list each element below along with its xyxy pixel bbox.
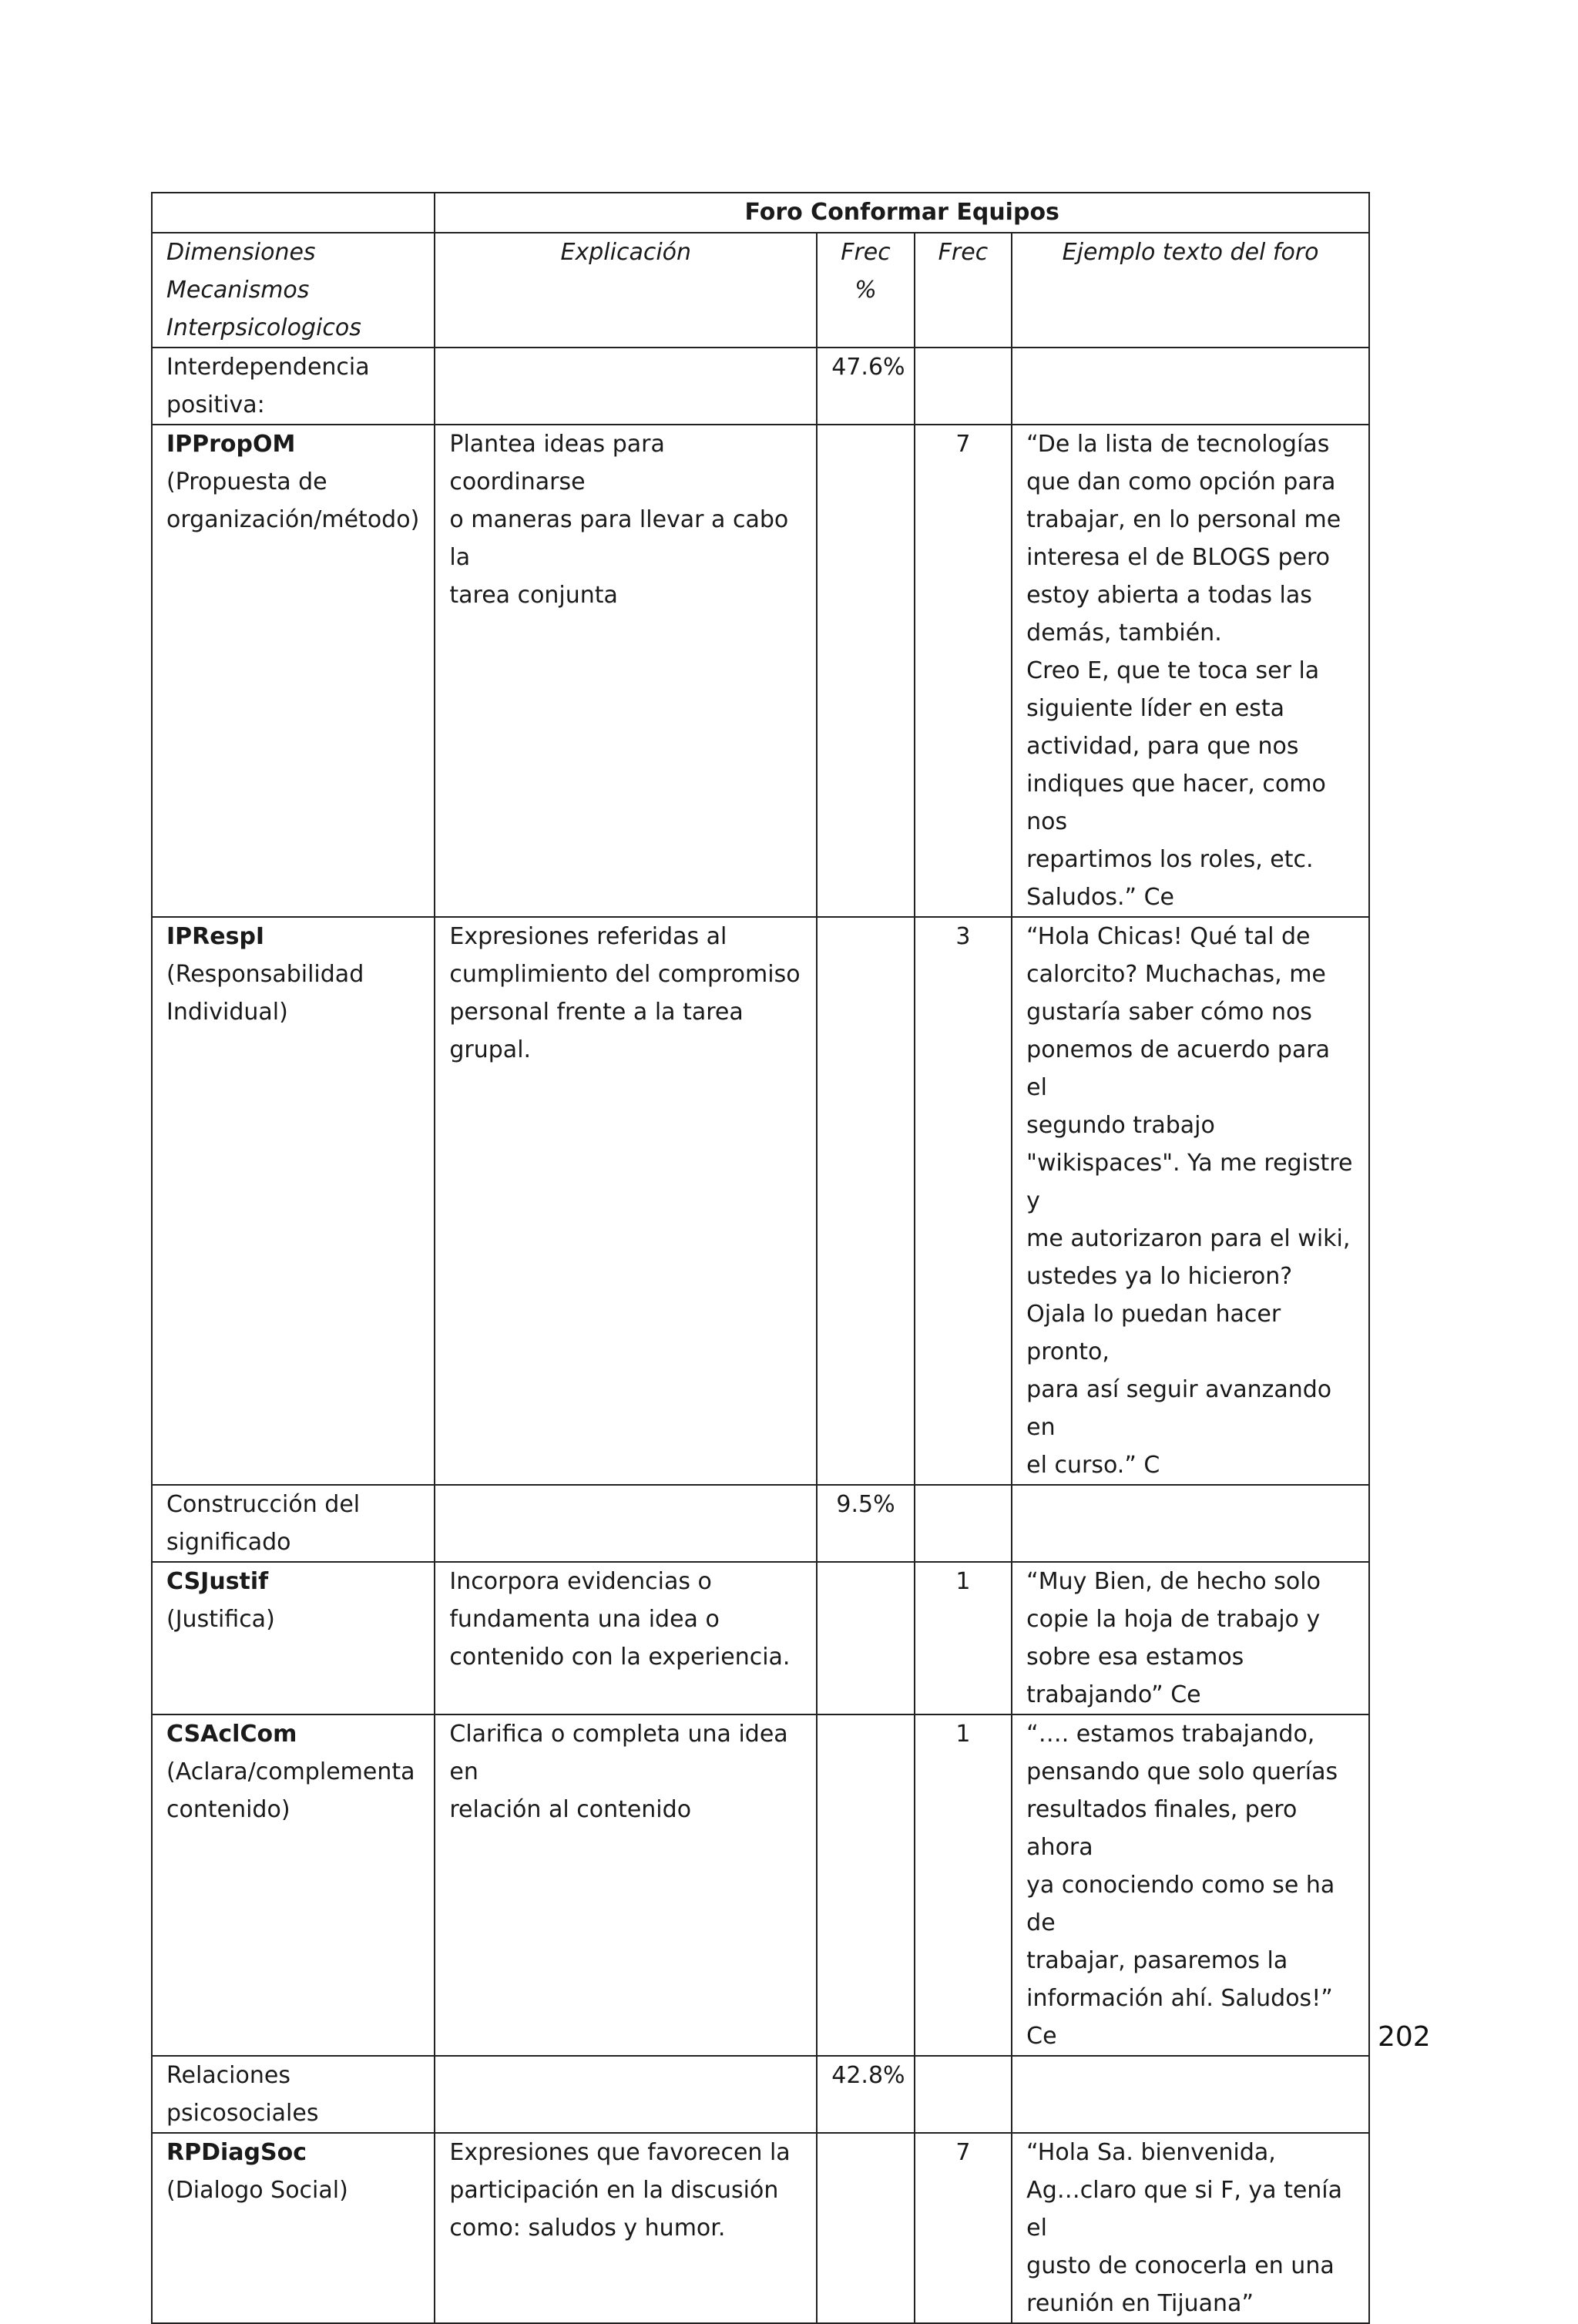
forum-example-line: pensando que solo querías	[1026, 1758, 1338, 1785]
forum-example-cell	[1012, 917, 1369, 1485]
frequency-cell-empty	[915, 1485, 1012, 1562]
forum-example-line: ponemos de acuerdo para el	[1026, 1036, 1331, 1101]
dimension-name-line: psicosociales	[166, 2100, 319, 2127]
forum-example-line: interesa el de BLOGS pero	[1026, 544, 1330, 571]
header-explanation: Explicación	[435, 233, 817, 348]
mechanism-description-line: (Aclara/complementa	[166, 1758, 415, 1785]
forum-example-line: “Hola Chicas! Qué tal de	[1026, 923, 1311, 950]
mechanism-code: CSJustif	[166, 1568, 269, 1595]
explanation-cell	[435, 1714, 817, 2056]
table-corner-cell	[152, 193, 435, 233]
mechanism-row	[152, 425, 1369, 917]
explanation-line: participación en la discusión	[449, 2177, 779, 2204]
explanation-cell-empty	[435, 348, 817, 425]
mechanism-cell	[152, 425, 435, 917]
forum-example-line: “Muy Bien, de hecho solo	[1026, 1568, 1321, 1595]
example-cell-empty	[1012, 1485, 1369, 1562]
forum-example-line: “De la lista de tecnologías	[1026, 431, 1330, 458]
explanation-line: contenido con la experiencia.	[449, 1644, 791, 1671]
dimension-group-row	[152, 2056, 1369, 2133]
frequency-count: 3	[915, 917, 1012, 1485]
explanation-line: fundamenta una idea o	[449, 1606, 720, 1633]
explanation-cell-empty	[435, 1485, 817, 1562]
frequency-cell-empty	[915, 348, 1012, 425]
forum-example-line: Creo E, que te toca ser la	[1026, 657, 1320, 684]
explanation-cell	[435, 1562, 817, 1714]
header-freq-pct-line: Frec	[841, 239, 891, 266]
mechanism-code: RPDiagSoc	[166, 2139, 307, 2166]
mechanism-row	[152, 1562, 1369, 1714]
explanation-line: como: saludos y humor.	[449, 2215, 726, 2242]
frequency-cell-empty	[915, 2056, 1012, 2133]
frequency-percent-cell-empty	[817, 425, 914, 917]
header-dimensions-line: Mecanismos	[166, 277, 310, 304]
forum-example-cell	[1012, 1714, 1369, 2056]
explanation-line: grupal.	[449, 1036, 532, 1063]
mechanism-cell	[152, 1562, 435, 1714]
frequency-count: 7	[915, 425, 1012, 917]
forum-example-line: actividad, para que nos	[1026, 733, 1299, 760]
forum-example-line: el curso.” C	[1026, 1452, 1160, 1479]
dimension-group-row	[152, 348, 1369, 425]
forum-example-line: gusto de conocerla en una	[1026, 2252, 1335, 2279]
frequency-percent-cell-empty	[817, 1714, 914, 2056]
forum-example-line: información ahí. Saludos!” Ce	[1026, 1985, 1333, 2050]
explanation-line: Clarifica o completa una idea en	[449, 1721, 788, 1785]
frequency-percent: 47.6%	[817, 348, 914, 425]
header-dimensions-line: Dimensiones	[166, 239, 316, 266]
forum-example-line: trabajando” Ce	[1026, 1681, 1201, 1708]
explanation-line: tarea conjunta	[449, 582, 618, 609]
frequency-count: 7	[915, 2133, 1012, 2323]
forum-example-line: siguiente líder en esta	[1026, 695, 1285, 722]
forum-example-line: ustedes ya lo hicieron?	[1026, 1263, 1293, 1290]
dimension-name	[152, 348, 435, 425]
example-cell-empty	[1012, 348, 1369, 425]
mechanism-description-line: Individual)	[166, 999, 288, 1026]
forum-example-line: trabajar, en lo personal me	[1026, 506, 1341, 533]
forum-example-line: copie la hoja de trabajo y	[1026, 1606, 1321, 1633]
frequency-count: 1	[915, 1562, 1012, 1714]
explanation-line: o maneras para llevar a cabo la	[449, 506, 789, 571]
explanation-line: Plantea ideas para coordinarse	[449, 431, 665, 495]
mechanism-code: IPPropOM	[166, 431, 296, 458]
mechanism-description-line: (Dialogo Social)	[166, 2177, 348, 2204]
mechanism-description-line: organización/método)	[166, 506, 420, 533]
header-freq: Frec	[915, 233, 1012, 348]
mechanism-code: CSAclCom	[166, 1721, 297, 1748]
mechanism-description-line: (Justifica)	[166, 1606, 275, 1633]
mechanism-description-line: (Responsabilidad	[166, 961, 364, 988]
forum-example-line: repartimos los roles, etc.	[1026, 846, 1314, 873]
forum-example-line: ya conociendo como se ha de	[1026, 1872, 1335, 1936]
dimension-name-line: Relaciones	[166, 2062, 290, 2089]
explanation-line: personal frente a la tarea	[449, 999, 744, 1026]
frequency-percent: 42.8%	[817, 2056, 914, 2133]
table-title-row	[152, 193, 1369, 233]
frequency-percent-cell-empty	[817, 917, 914, 1485]
explanation-cell-empty	[435, 2056, 817, 2133]
explanation-line: Expresiones referidas al	[449, 923, 727, 950]
forum-example-line: indiques que hacer, como nos	[1026, 771, 1326, 835]
mechanism-row	[152, 917, 1369, 1485]
header-freq-pct-line: %	[854, 277, 877, 304]
forum-example-line: Saludos.” Ce	[1026, 884, 1174, 911]
forum-example-cell	[1012, 2133, 1369, 2323]
mechanism-row	[152, 2133, 1369, 2323]
mechanism-code: IPRespI	[166, 923, 265, 950]
forum-example-line: sobre esa estamos	[1026, 1644, 1244, 1671]
dimension-name-line: positiva:	[166, 391, 265, 418]
explanation-line: cumplimiento del compromiso	[449, 961, 801, 988]
forum-example-line: resultados finales, pero ahora	[1026, 1796, 1298, 1861]
frequency-count: 1	[915, 1714, 1012, 2056]
forum-example-line: Ag…claro que si F, ya tenía el	[1026, 2177, 1343, 2242]
mechanism-description-line: contenido)	[166, 1796, 290, 1823]
explanation-cell	[435, 425, 817, 917]
explanation-cell	[435, 917, 817, 1485]
forum-example-cell	[1012, 425, 1369, 917]
explanation-line: relación al contenido	[449, 1796, 692, 1823]
forum-example-cell	[1012, 1562, 1369, 1714]
dimension-name-line: significado	[166, 1529, 291, 1556]
forum-example-line: para así seguir avanzando en	[1026, 1376, 1332, 1441]
dimension-name	[152, 1485, 435, 1562]
explanation-line: Incorpora evidencias o	[449, 1568, 712, 1595]
forum-example-line: Ojala lo puedan hacer pronto,	[1026, 1301, 1281, 1365]
forum-analysis-table	[151, 192, 1370, 2324]
mechanism-cell	[152, 2133, 435, 2323]
forum-example-line: reunión en Tijuana”	[1026, 2290, 1254, 2317]
dimension-group-row	[152, 1485, 1369, 1562]
mechanism-cell	[152, 1714, 435, 2056]
forum-example-line: estoy abierta a todas las	[1026, 582, 1312, 609]
mechanism-description-line: (Propuesta de	[166, 468, 327, 495]
explanation-cell	[435, 2133, 817, 2323]
header-example: Ejemplo texto del foro	[1012, 233, 1369, 348]
example-cell-empty	[1012, 2056, 1369, 2133]
table-title: Foro Conformar Equipos	[435, 193, 1369, 233]
explanation-line: Expresiones que favorecen la	[449, 2139, 791, 2166]
frequency-percent: 9.5%	[817, 1485, 914, 1562]
header-dimensions	[152, 233, 435, 348]
frequency-percent-cell-empty	[817, 2133, 914, 2323]
header-freq-pct	[817, 233, 914, 348]
header-dimensions-line: Interpsicologicos	[166, 314, 361, 341]
mechanism-row	[152, 1714, 1369, 2056]
dimension-name-line: Interdependencia	[166, 354, 370, 381]
dimension-name	[152, 2056, 435, 2133]
table-header-row	[152, 233, 1369, 348]
forum-example-line: "wikispaces". Ya me registre y	[1026, 1150, 1353, 1214]
forum-example-line: “Hola Sa. bienvenida,	[1026, 2139, 1276, 2166]
forum-example-line: gustaría saber cómo nos	[1026, 999, 1312, 1026]
forum-example-line: calorcito? Muchachas, me	[1026, 961, 1326, 988]
forum-example-line: demás, también.	[1026, 620, 1222, 646]
forum-example-line: segundo trabajo	[1026, 1112, 1215, 1139]
forum-example-line: “…. estamos trabajando,	[1026, 1721, 1315, 1748]
page-number: 202	[1378, 2021, 1431, 2053]
mechanism-cell	[152, 917, 435, 1485]
dimension-name-line: Construcción del	[166, 1491, 361, 1518]
frequency-percent-cell-empty	[817, 1562, 914, 1714]
forum-example-line: me autorizaron para el wiki,	[1026, 1225, 1351, 1252]
forum-example-line: que dan como opción para	[1026, 468, 1336, 495]
forum-example-line: trabajar, pasaremos la	[1026, 1947, 1288, 1974]
